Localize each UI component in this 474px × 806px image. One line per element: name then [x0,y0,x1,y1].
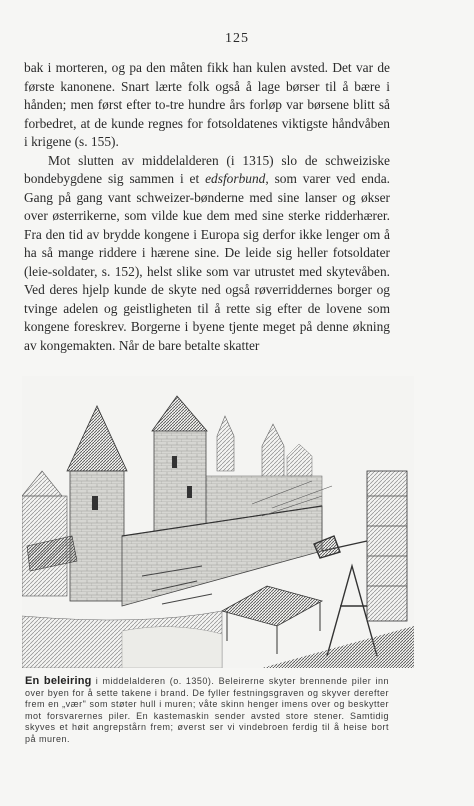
caption-title: En beleiring [25,675,92,687]
caption-text: i middelalderen (o. 1350). Beleirerne skyter brennende piler inn over byen for å sette takene i brand. De fyller festningsgraven og skyver derefter frem en „vær" som støter hull i muren; våte skinn henger imens over og beskytter mot forsvarernes piler. En kastemaskin sender avsted store stener. Samtidig skyves et høit angrepstårn frem; øverst ser vi vindebroen ferdig til å heise bort på muren. [25,676,389,744]
paragraph-2 [24,152,390,356]
illustration-caption [25,676,389,746]
siege-tower [367,471,407,621]
emphasis-edsforbund: edsforbund [205,171,266,186]
paragraph-2-rest: , som varer ved enda. Gang på gang vant schweizer-bønderne med sine lanser og økser over østerrikerne, som vilde kue dem med sine sterke ridderhærer. Fra den tid av brydde kongene i Europa sig derfor ikke lenger om å ha så mange riddere i hærene sine. De leide sig heller fotsoldater (leie-soldater, s. 152), helst slike som var utrustet med skytevåben. Ved deres hjelp kunde de skyte ned også røverriddernes borger og tvinge adelen og geistligheten til å rette sig efter de lovene som kongene foreskrev. Borgerne i byene tjente meget på denne økning av kongemakten. Når de bare betalte skatter [24,171,390,353]
page-number: 125 [225,31,249,46]
body-text [24,59,390,355]
siege-illustration [22,376,414,668]
paragraph-1: bak i morteren, og pa den måten fikk han kulen avsted. Det var de første kanonene. Snart lærte folk også å lage børser til å bære i hånden; men først efter to-tre hundre års forløp var børsene blitt så forbedret, at de kunde regnes for fotsoldatenes viktigste håndvåben i krigene (s. 155). [24,60,390,149]
paragraph-2-start: Mot slutten av middelalderen (i 1315) slo de schweiziske bondebygdene sig sammen i et [24,152,390,186]
